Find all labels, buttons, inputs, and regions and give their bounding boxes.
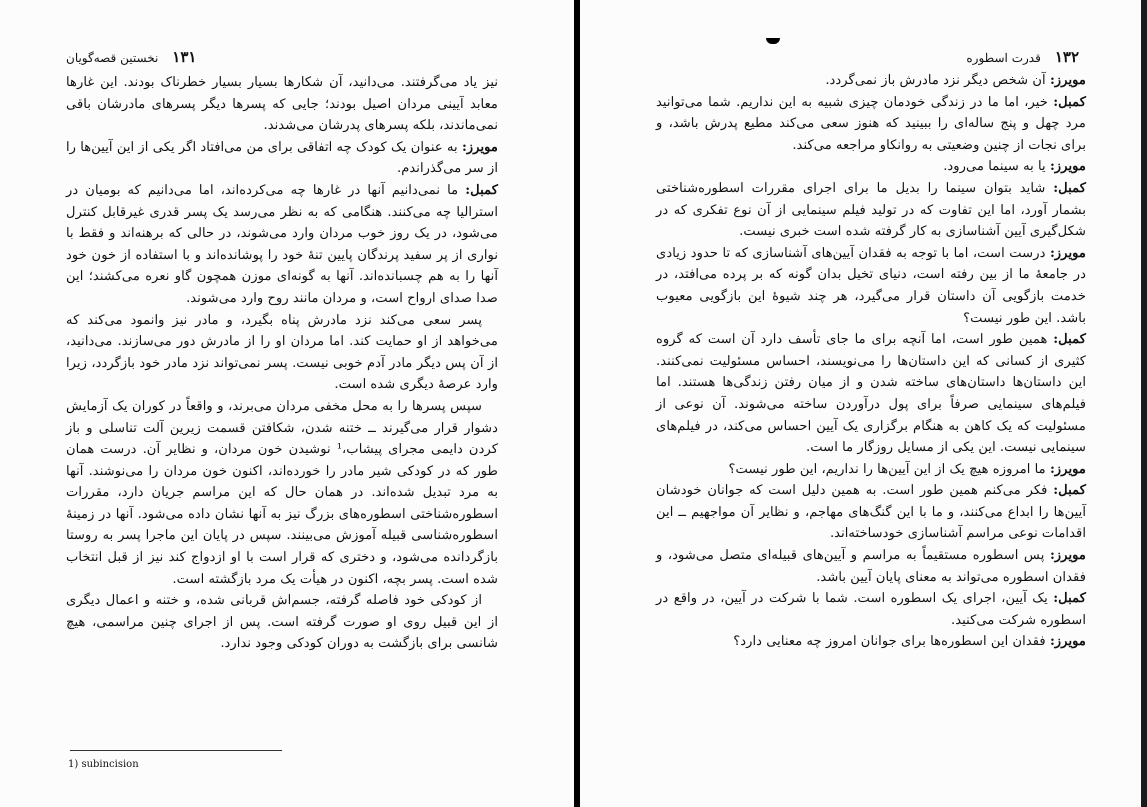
paragraph bbox=[66, 180, 498, 310]
left-header-title: نخستین قصه‌گویان bbox=[66, 51, 159, 65]
paragraph-text: پسر سعی می‌کند نزد مادرش پناه بگیرد، و مادر نیز وانمود می‌کند که می‌خواهد از او حمایت کند. اما مردان او را از مادرش دور می‌سازند. می‌دانید، از آن پس دیگر مادر آدم خوبی نیست. پسر نمی‌تواند نزد مادر خود بازگردد، زیرا وارد عرصهٔ دیگری شده است. bbox=[66, 312, 498, 393]
speaker-label: مویرز: bbox=[1049, 159, 1086, 175]
paragraph-text: یک آیین، اجرای یک اسطوره است. شما با شرکت در آیین، در واقع در اسطوره شرکت می‌کنید. bbox=[656, 591, 1086, 628]
paragraph-text: شاید بتوان سینما را بدیل ما برای اجرای مقررات اسطوره‌شناختی بشمار آورد، اما این تفاوت که در تولید فیلم سینمایی از آن نوع تفکری که در شکل‌گیری آیین آشناسازی به کار گرفته شده است خبری نیست. bbox=[656, 180, 1086, 240]
paragraph bbox=[656, 243, 1086, 329]
speaker-label: مویرز: bbox=[1049, 461, 1086, 477]
page-edge bbox=[1141, 0, 1147, 807]
paragraph bbox=[66, 396, 498, 590]
paragraph-text: فکر می‌کنم همین طور است. به همین دلیل است که جوانان خودشان آیین‌ها را ابداع می‌کنند، و ما با این گنگ‌های مهاجم، و نظایر آن مواجهیم ــ این اقدامات نوعی مراسم آشناسازی خودساخته‌اند. bbox=[656, 483, 1086, 542]
paragraph-text: خیر، اما ما در زندگی خودمان چیزی شبیه به این نداریم. شما می‌توانید مرد چهل و پنج ساله‌ای را ببینید که هنوز سعی می‌کند مطیع پدرش باشد، و برای نجات از چنین وضعیتی به روانکاو مراجعه می‌کند. bbox=[656, 94, 1086, 153]
paragraph bbox=[66, 72, 498, 137]
speaker-label: مویرز: bbox=[461, 139, 498, 155]
paragraph-text: نیز یاد می‌گرفتند. می‌دانید، آن شکارها بسیار بسیار خطرناک بودند. این غارها معابد آیینی مردان اصیل بودند؛ جایی که پسرها دیگر پسرهای مادرشان باقی نمی‌ماندند، بلکه پسرهای پدرشان می‌شدند. bbox=[66, 75, 498, 134]
paragraph bbox=[656, 588, 1086, 631]
footnote: 1) subincision bbox=[68, 759, 139, 770]
paragraph bbox=[66, 310, 498, 396]
paragraph bbox=[656, 545, 1086, 588]
paragraph bbox=[656, 92, 1086, 157]
paragraph-text: به عنوان یک کودک چه اتفاقی برای من می‌افتاد اگر یکی از این آیین‌ها را از سر می‌گذراندم. bbox=[66, 139, 498, 177]
paragraph-text: ما امروزه هیچ یک از این آیین‌ها را نداریم، این طور نیست؟ bbox=[728, 461, 1046, 477]
left-page-body bbox=[66, 72, 498, 655]
paragraph-text: از کودکی خود فاصله گرفته، جسم‌اش قربانی شده، و ختنه و اعمال دیگری از این قبیل روی او صورت گرفته است. پس از اجرای چنین مراسمی، هیچ شانسی برای بازگشت به دوران کودکی وجود ندارد. bbox=[66, 593, 498, 652]
speaker-label: کمبل: bbox=[1053, 180, 1086, 196]
right-running-header bbox=[966, 48, 1079, 66]
paragraph-text: ما نمی‌دانیم آنها در غارها چه می‌کرده‌اند، اما می‌دانیم که بومیان در استرالیا چه می‌کنند. هنگامی که به نظر می‌رسد یک پسر قدری غیرقابل کنترل می‌شود، در یک روز خوب مردان وارد می‌شوند، در حالی که برهنه‌اند و فقط با نواری از پر سفید پرندگان پایین تنهٔ خود را پوشانده‌اند و با استفاده از خون خود آنها را به هم چسبانده‌اند. آنها به گونه‌ای موزن همچون گاو نعره می‌کشند؛ این صدا صدای ارواح است، و مردان مانند روح وارد می‌شوند. bbox=[66, 182, 498, 306]
speaker-label: مویرز: bbox=[1049, 73, 1086, 88]
speaker-label: کمبل: bbox=[1053, 94, 1086, 110]
paragraph-text: همین طور است، اما آنچه برای ما جای تأسف دارد آن است که گروه کثیری از کسانی که این داستان‌ها را می‌نویسند، احساس مسئولیت نمی‌کنند. این داستان‌ها داستان‌های ساخته شدن و از میان رفتن زندگی‌ها هستند. اما فیلم‌های سینمایی صرفاً برای پول درآوردن ساخته می‌شوند. آن نوعی از مسئولیت که یک کاهن به هنگام برگزاری یک آیین احساس می‌کند، در فیلم‌های سینمایی نیست. این یکی از مسایل روزگار ما است. bbox=[656, 332, 1086, 456]
paragraph bbox=[656, 70, 1086, 92]
paragraph bbox=[656, 156, 1086, 178]
footnote-rule bbox=[70, 750, 282, 751]
right-page bbox=[580, 0, 1147, 807]
paragraph bbox=[656, 631, 1086, 653]
speaker-label: کمبل: bbox=[1053, 483, 1086, 499]
paragraph-text: پس اسطوره مستقیماً به مراسم و آیین‌های قبیله‌ای متصل می‌شود، و فقدان اسطوره می‌تواند به معنای پایان آیین باشد. bbox=[656, 548, 1086, 585]
speaker-label: مویرز: bbox=[1049, 634, 1086, 650]
right-page-number: ۱۳۲ bbox=[1054, 48, 1079, 66]
paragraph bbox=[66, 590, 498, 655]
right-header-title: قدرت اسطوره bbox=[966, 51, 1041, 65]
paragraph-text: سپس پسرها را به محل مخفی مردان می‌برند، و واقعاً در کوران یک آزمایش دشوار قرار می‌گیرند ــ ختنه شدن، شکافتن قسمت زیرین آلت تناسلی و باز کردن دایمی مجرای پیشاب،¹ نوشیدن خون مردان، و نظایر آن. درست همان طور که در کودکی شیر مادر را خورده‌اند، اکنون خون مردان را می‌نوشند. آنها به مرد تبدیل شده‌اند. در همان حال که این مراسم جریان دارد، مقررات اسطوره‌شناختی اسطوره‌های بزرگ نیز به آنها نشان داده می‌شود. آنها در زمینهٔ اسطوره‌شناسی قبیله آموزش می‌بینند. سپس در پایان این ماجرا پسر به روستا بازگردانده می‌شود، و دختری که قرار است با او ازدواج کند نیز از قبل انتخاب شده است. پسر بچه، اکنون در هیأت یک مرد بازگشته است. bbox=[66, 398, 499, 587]
speaker-label: کمبل: bbox=[1053, 332, 1086, 348]
paragraph-text: فقدان این اسطوره‌ها برای جوانان امروز چه معنایی دارد؟ bbox=[733, 634, 1046, 650]
paragraph bbox=[656, 178, 1086, 243]
paragraph-text: یا به سینما می‌رود. bbox=[943, 159, 1046, 175]
speaker-label: کمبل: bbox=[1053, 591, 1086, 607]
speaker-label: مویرز: bbox=[1049, 245, 1086, 261]
right-page-body bbox=[656, 70, 1086, 653]
speaker-label: مویرز: bbox=[1049, 548, 1086, 564]
paragraph bbox=[656, 480, 1086, 545]
left-page-number: ۱۳۱ bbox=[172, 48, 197, 66]
paragraph-text: درست است، اما با توجه به فقدان آیین‌های آشناسازی که تا حدود زیادی در جامعهٔ ما از بین رفته است، دنیای تخیل بدان گونه که بر پرده می‌افتد، در خدمت بازگویی آن داستان قرار می‌گیرد، هر چند شیوهٔ این بازگویی معیوب باشد. این طور نیست؟ bbox=[656, 245, 1086, 326]
paragraph bbox=[66, 137, 498, 180]
paragraph-text: آن شخص دیگر نزد مادرش باز نمی‌گردد. bbox=[825, 73, 1046, 88]
speaker-label: کمبل: bbox=[465, 182, 498, 198]
paragraph bbox=[656, 329, 1086, 459]
left-running-header bbox=[66, 48, 196, 66]
paragraph bbox=[656, 459, 1086, 481]
